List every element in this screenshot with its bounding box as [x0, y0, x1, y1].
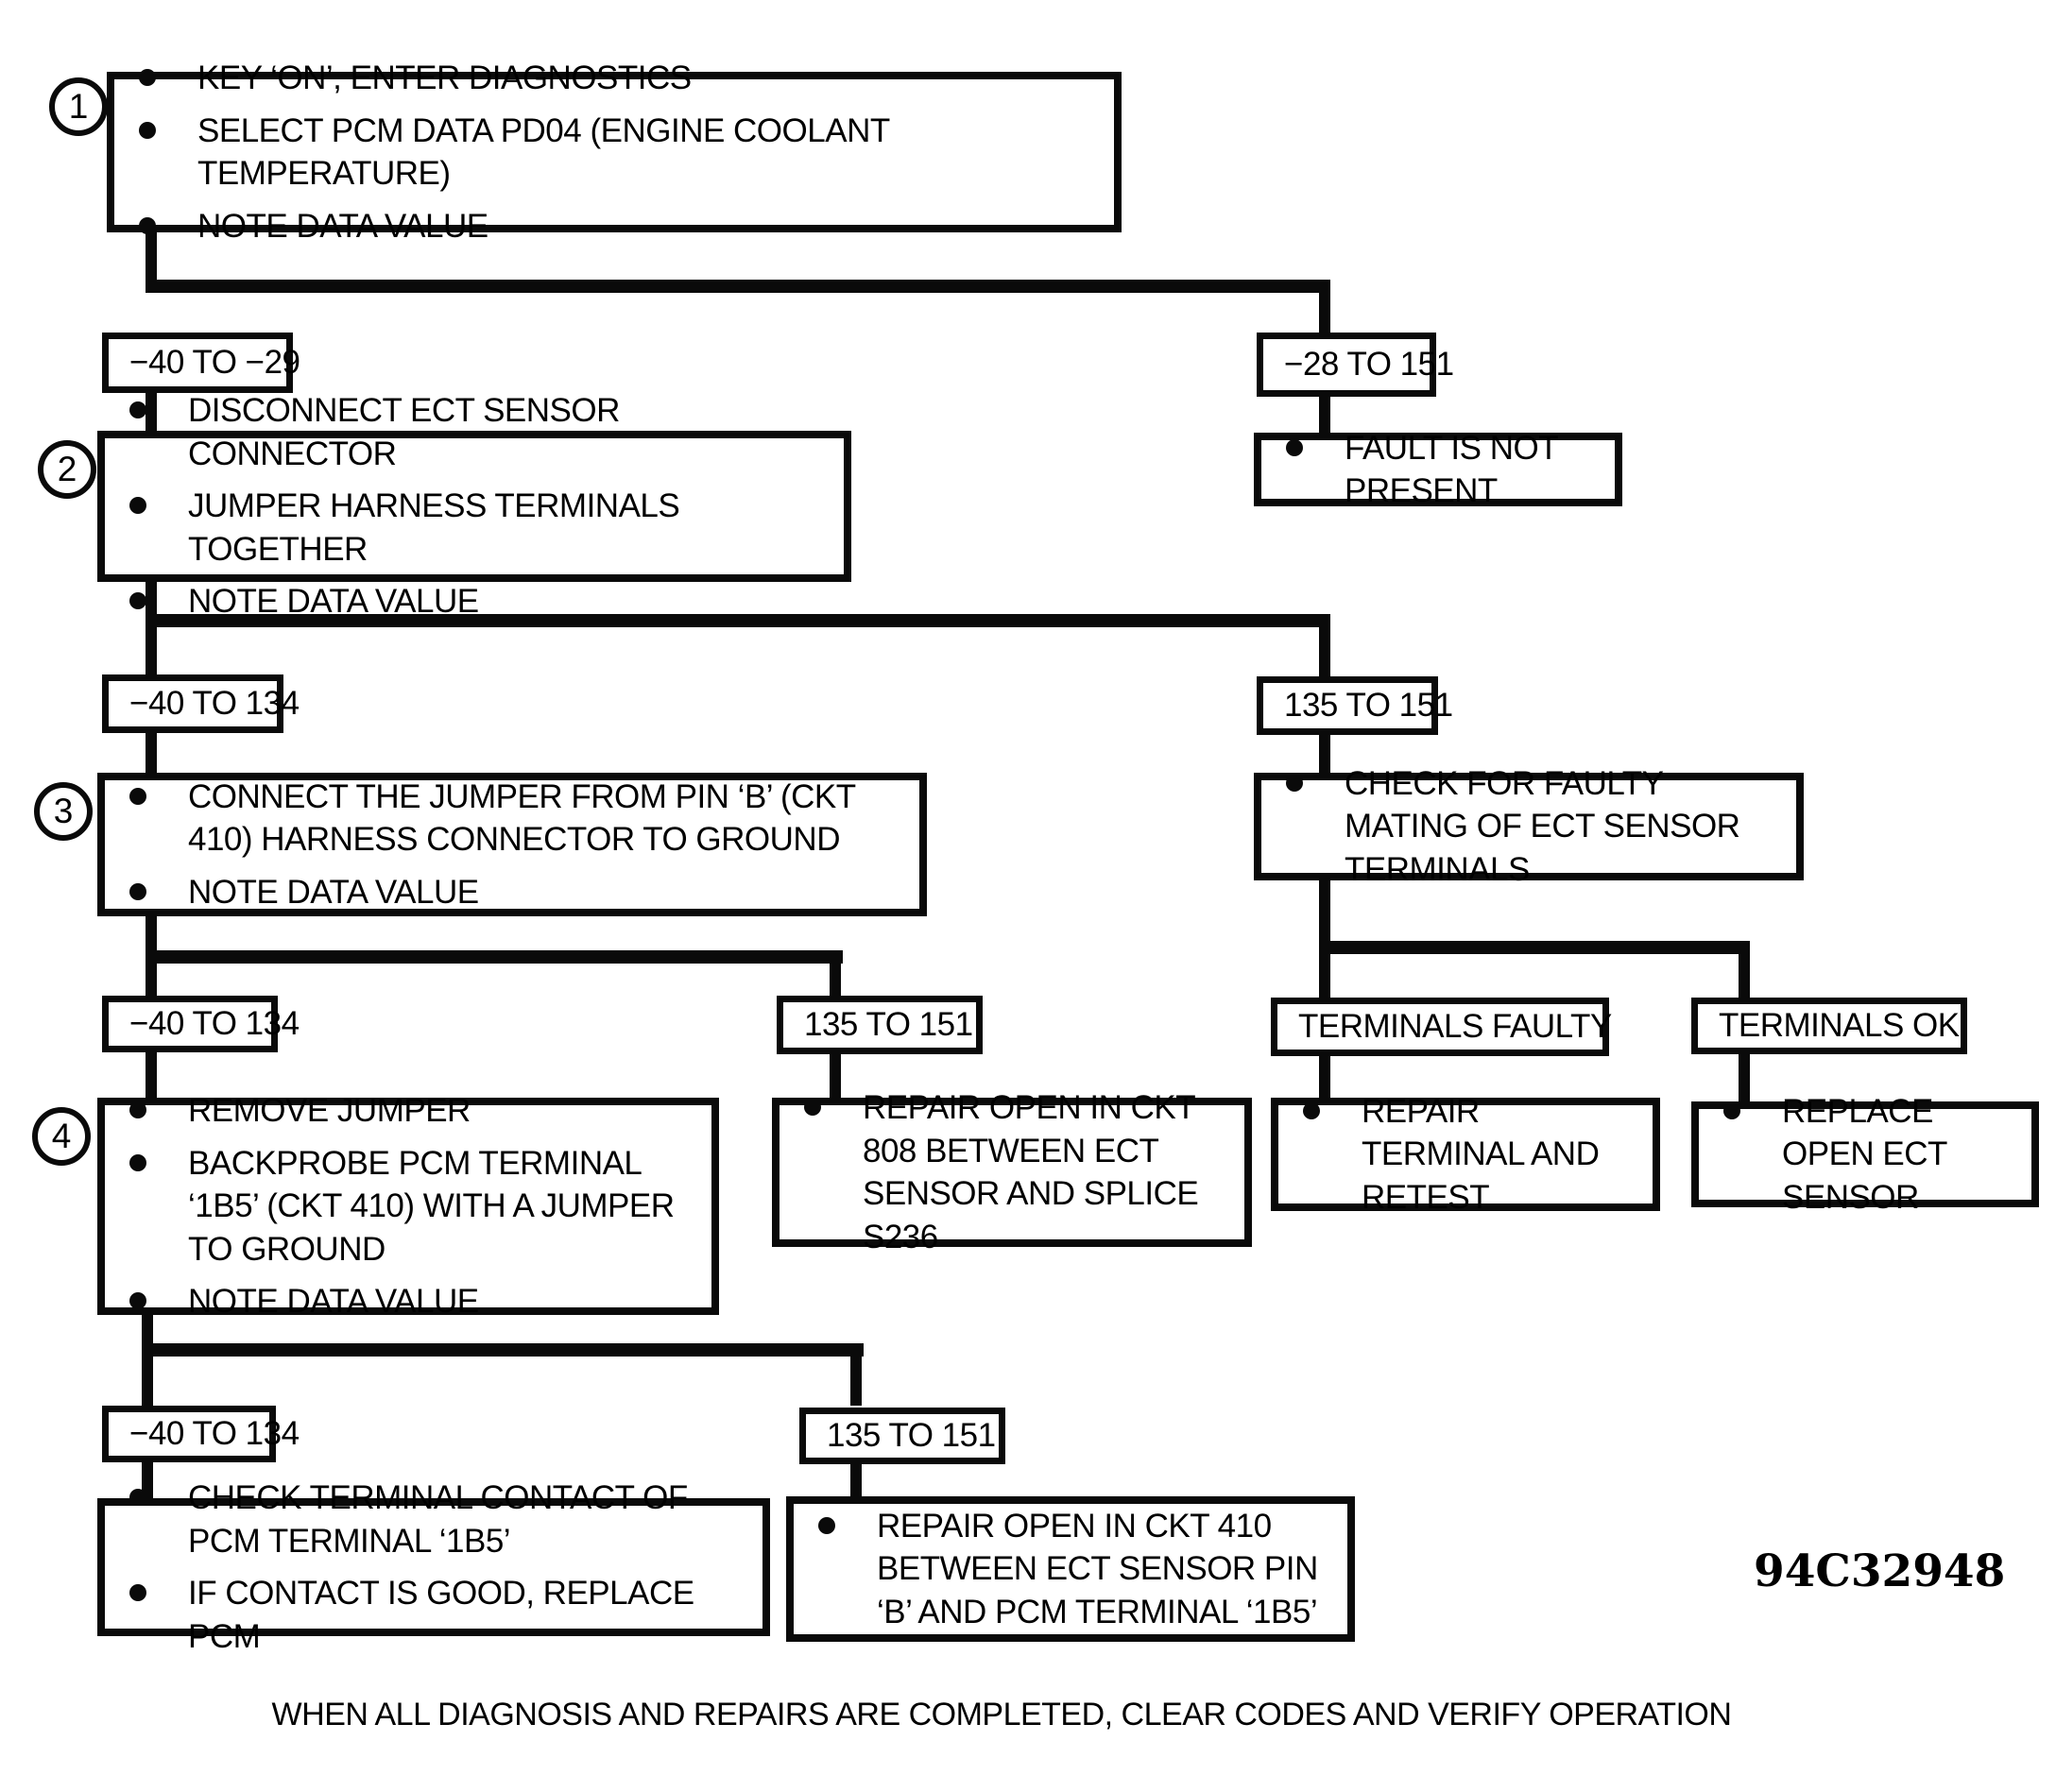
step-4-box	[97, 1092, 719, 1321]
bullet-item	[129, 1572, 749, 1658]
condition-label-neg40-to-134: −40 TO 134	[102, 674, 283, 733]
bullet-item	[129, 776, 906, 862]
bullet-icon	[818, 1517, 835, 1534]
condition-label-neg28-to-151: −28 TO 151	[1257, 333, 1436, 397]
result-text: REPAIR TERMINAL AND RETEST	[1362, 1092, 1600, 1216]
condition-label-135-to-151: 135 TO 151	[1257, 676, 1438, 735]
connector-line	[1739, 941, 1750, 998]
connector-line	[146, 280, 1330, 293]
result-text: CHECK TERMINAL CONTACT OF PCM TERMINAL ‘1B5’	[188, 1479, 688, 1560]
bullet-item	[1286, 427, 1602, 513]
connector-line	[146, 731, 157, 773]
bullet-icon	[129, 401, 146, 418]
connector-line	[146, 950, 843, 964]
bullet-item	[139, 57, 1101, 100]
bullet-item	[139, 205, 1101, 248]
connector-line	[142, 1343, 864, 1357]
instruction-text: SELECT PCM DATA PD04 (ENGINE COOLANT TEMPERATURE)	[197, 111, 890, 192]
result-text: REPLACE OPEN ECT SENSOR	[1782, 1092, 1947, 1216]
step-number-2: 2	[38, 440, 96, 499]
bullet-icon	[1723, 1102, 1740, 1119]
bullet-icon	[1286, 439, 1303, 456]
condition-label-neg40-to-134: −40 TO 134	[102, 996, 278, 1052]
instruction-text: NOTE DATA VALUE	[188, 1283, 479, 1321]
bullet-icon	[129, 788, 146, 805]
condition-label-neg40-to-134: −40 TO 134	[102, 1406, 276, 1462]
connector-line	[850, 1460, 862, 1496]
connector-line	[142, 1313, 153, 1406]
result-replace-sensor-box	[1691, 1092, 2039, 1216]
instruction-text: NOTE DATA VALUE	[188, 873, 479, 911]
step-3-box	[97, 773, 927, 916]
bullet-item	[129, 1280, 698, 1323]
step-2-box	[97, 392, 851, 621]
bullet-icon	[139, 217, 156, 234]
step-number-1: 1	[49, 77, 108, 136]
connector-line	[850, 1343, 862, 1406]
bullet-item	[818, 1505, 1334, 1634]
result-text: REPAIR OPEN IN CKT 808 BETWEEN ECT SENSOR AND SPLICE S236	[863, 1089, 1199, 1255]
instruction-text: CONNECT THE JUMPER FROM PIN ‘B’ (CKT 410) HARNESS CONNECTOR TO GROUND	[188, 777, 856, 859]
instruction-text: NOTE DATA VALUE	[188, 583, 479, 621]
result-check-pcm-terminal-box	[97, 1479, 770, 1655]
bullet-item	[1286, 762, 1783, 892]
step-1-box	[107, 60, 1122, 245]
bullet-icon	[129, 1292, 146, 1309]
step-number-3: 3	[34, 782, 93, 841]
bullet-item	[129, 485, 831, 571]
bullet-icon	[129, 1584, 146, 1601]
connector-line	[1319, 941, 1750, 954]
result-fault-not-present-box	[1254, 429, 1622, 509]
result-repair-ckt-410-box	[786, 1496, 1355, 1642]
instruction-text: REMOVE JUMPER	[188, 1092, 471, 1130]
bullet-item	[129, 1089, 698, 1133]
bullet-item	[129, 580, 831, 623]
result-repair-ckt-808-box	[772, 1089, 1252, 1255]
instruction-text: NOTE DATA VALUE	[197, 207, 488, 245]
instruction-text: BACKPROBE PCM TERMINAL ‘1B5’ (CKT 410) WITH A JUMPER TO GROUND	[188, 1144, 675, 1268]
bullet-item	[139, 110, 1101, 196]
result-text: IF CONTACT IS GOOD, REPLACE PCM	[188, 1575, 694, 1655]
bullet-icon	[139, 122, 156, 139]
bullet-icon	[129, 1154, 146, 1171]
step-number-4: 4	[32, 1107, 91, 1166]
footer-note: WHEN ALL DIAGNOSIS AND REPAIRS ARE COMPLETED, CLEAR CODES AND VERIFY OPERATION	[271, 1697, 1732, 1732]
condition-label-terminals-faulty: TERMINALS FAULTY	[1271, 998, 1609, 1056]
bullet-item	[804, 1086, 1231, 1258]
result-check-mating-box	[1254, 764, 1804, 888]
condition-label-neg40-to-neg29: −40 TO −29	[102, 333, 293, 393]
result-text: CHECK FOR FAULTY MATING OF ECT SENSOR TERMINALS	[1345, 764, 1740, 888]
instruction-text: DISCONNECT ECT SENSOR CONNECTOR	[188, 392, 620, 472]
bullet-icon	[129, 883, 146, 900]
result-repair-terminal-box	[1271, 1092, 1660, 1216]
bullet-icon	[129, 1489, 146, 1506]
bullet-icon	[139, 69, 156, 86]
bullet-icon	[129, 1101, 146, 1118]
bullet-item	[1723, 1090, 2018, 1220]
connector-line	[1319, 280, 1330, 336]
condition-label-135-to-151: 135 TO 151	[777, 996, 983, 1054]
bullet-icon	[1303, 1102, 1320, 1119]
bullet-icon	[1286, 775, 1303, 792]
connector-line	[1319, 877, 1330, 998]
bullet-icon	[129, 497, 146, 514]
bullet-item	[1303, 1090, 1639, 1220]
bullet-item	[129, 389, 831, 475]
connector-line	[830, 950, 841, 996]
figure-code: 94C32948	[1754, 1545, 2006, 1597]
condition-label-terminals-ok: TERMINALS OK	[1691, 998, 1967, 1054]
bullet-item	[129, 1142, 698, 1271]
connector-line	[1319, 614, 1330, 680]
condition-label-135-to-151: 135 TO 151	[799, 1408, 1005, 1464]
result-text: REPAIR OPEN IN CKT 410 BETWEEN ECT SENSOR PIN ‘B’ AND PCM TERMINAL ‘1B5’	[877, 1507, 1318, 1630]
bullet-icon	[129, 592, 146, 609]
result-text: FAULT IS NOT PRESENT	[1345, 429, 1558, 509]
bullet-item	[129, 1476, 749, 1562]
bullet-item	[129, 871, 906, 914]
bullet-icon	[804, 1099, 821, 1116]
instruction-text: JUMPER HARNESS TERMINALS TOGETHER	[188, 487, 680, 568]
instruction-text: KEY ‘ON’, ENTER DIAGNOSTICS	[197, 60, 692, 96]
